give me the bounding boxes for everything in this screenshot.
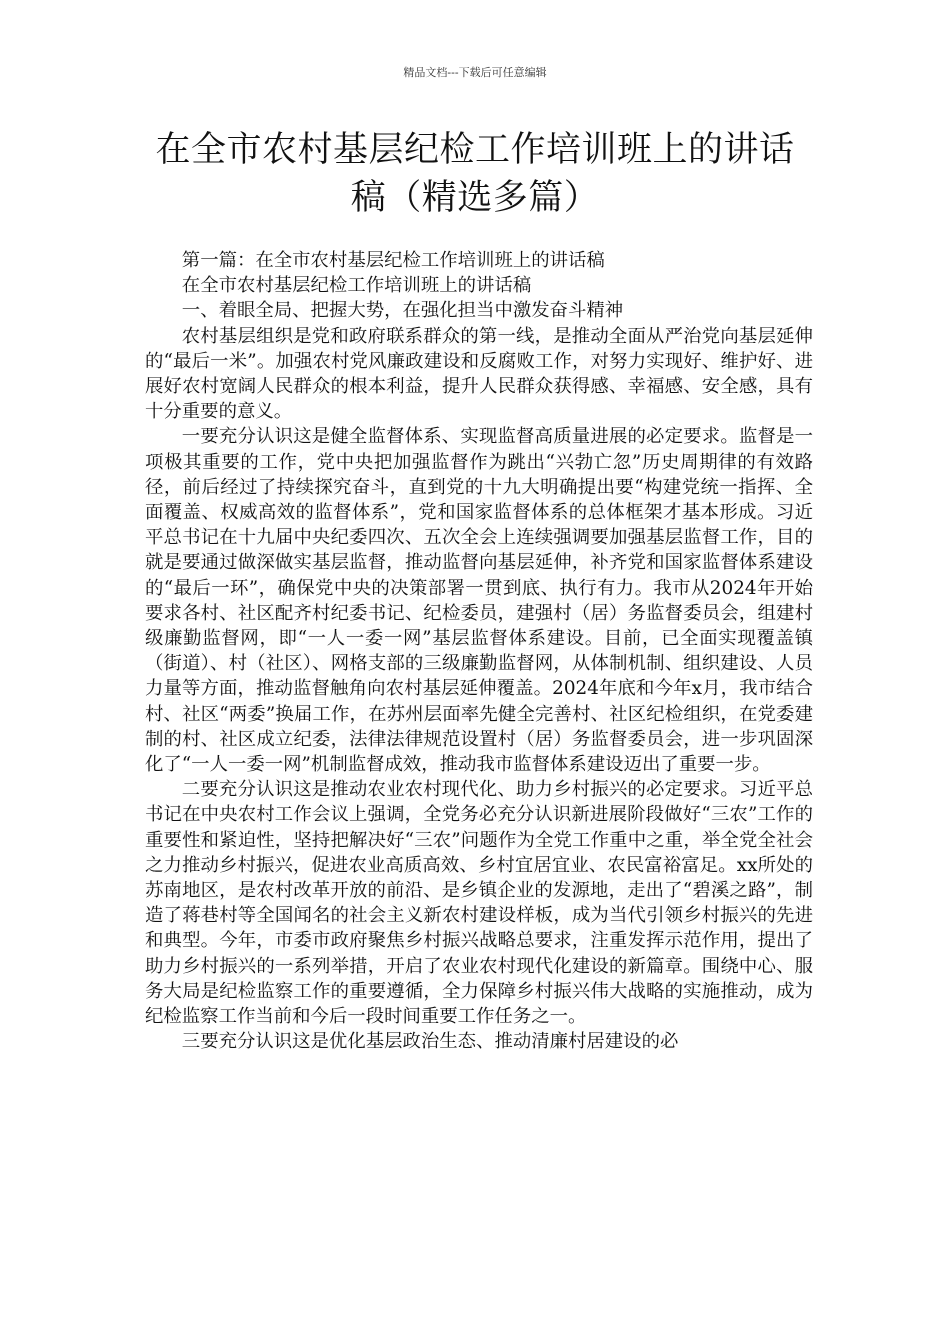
paragraph-subtitle: 在全市农村基层纪检工作培训班上的讲话稿: [181, 275, 532, 297]
paragraph-point-three: 三要充分认识这是优化基层政治生态、推动清廉村居建设的必: [181, 1031, 679, 1053]
paragraph-intro: 农村基层组织是党和政府联系群众的第一线，是推动全面从严治党向基层延伸的“最后一米”。加强农村党风廉政建设和反腐败工作，对努力实现好、维护好、进展好农村宽阔人民群众的根本利益，提升人民群众获得感、幸福感、安全感，具有十分重要的意义。: [145, 325, 813, 423]
paragraph-point-two: 二要充分认识这是推动农业农村现代化、助力乡村振兴的必定要求。习近平总书记在中央农村工作会议上强调，全党务必充分认识新进展阶段做好“三农”工作的重要性和紧迫性，坚持把解决好“三农”问题作为全党工作重中之重，举全党全社会之力推动乡村振兴，促进农业高质高效、乡村宜居宜业、农民富裕富足。xx所处的苏南地区，是农村改革开放的前沿、是乡镇企业的发源地，走出了“碧溪之路”，制造了蒋巷村等全国闻名的社会主义新农村建设样板，成为当代引领乡村振兴的先进和典型。今年，市委市政府聚焦乡村振兴战略总要求，注重发挥示范作用，提出了助力乡村振兴的一系列举措，开启了农业农村现代化建设的新篇章。围绕中心、服务大局是纪检监察工作的重要遵循，全力保障乡村振兴伟大战略的实施推动，成为纪检监察工作当前和今后一段时间重要工作任务之一。: [145, 779, 813, 1028]
document-body: [145, 248, 813, 1055]
document-title: 在全市农村基层纪检工作培训班上的讲话稿（精选多篇）: [155, 130, 795, 218]
paragraph-part-heading: 第一篇：在全市农村基层纪检工作培训班上的讲话稿: [181, 250, 605, 271]
page-header: 精品文档---下载后可任意编辑: [403, 66, 547, 79]
paragraph-section-heading: 一、着眼全局、把握大势，在强化担当中激发奋斗精神: [181, 300, 624, 322]
paragraph-point-one: 一要充分认识这是健全监督体系、实现监督高质量进展的必定要求。监督是一项极其重要的工作，党中央把加强监督作为跳出“兴勃亡忽”历史周期律的有效路径，前后经过了持续探究奋斗，直到党的十九大明确提出要“构建党统一指挥、全面覆盖、权威高效的监督体系”，党和国家监督体系的总体框架才基本形成。习近平总书记在十九届中央纪委四次、五次全会上连续强调要加强基层监督工作，目的就是要通过做深做实基层监督，推动监督向基层延伸，补齐党和国家监督体系建设的“最后一环”，确保党中央的决策部署一贯到底、执行有力。我市从2024年开始要求各村、社区配齐村纪委书记、纪检委员，建强村（居）务监督委员会，组建村级廉勤监督网，即“一人一委一网”基层监督体系建设。目前，已全面实现覆盖镇（街道）、村（社区）、网格支部的三级廉勤监督网，从体制机制、组织建设、人员力量等方面，推动监督触角向农村基层延伸覆盖。2024年底和今年x月，我市结合村、社区“两委”换届工作，在苏州层面率先健全完善村、社区纪检组织，在党委建制的村、社区成立纪委，法律法律规范设置村（居）务监督委员会，进一步巩固深化了“一人一委一网”机制监督成效，推动我市监督体系建设迈出了重要一步。: [145, 426, 813, 776]
